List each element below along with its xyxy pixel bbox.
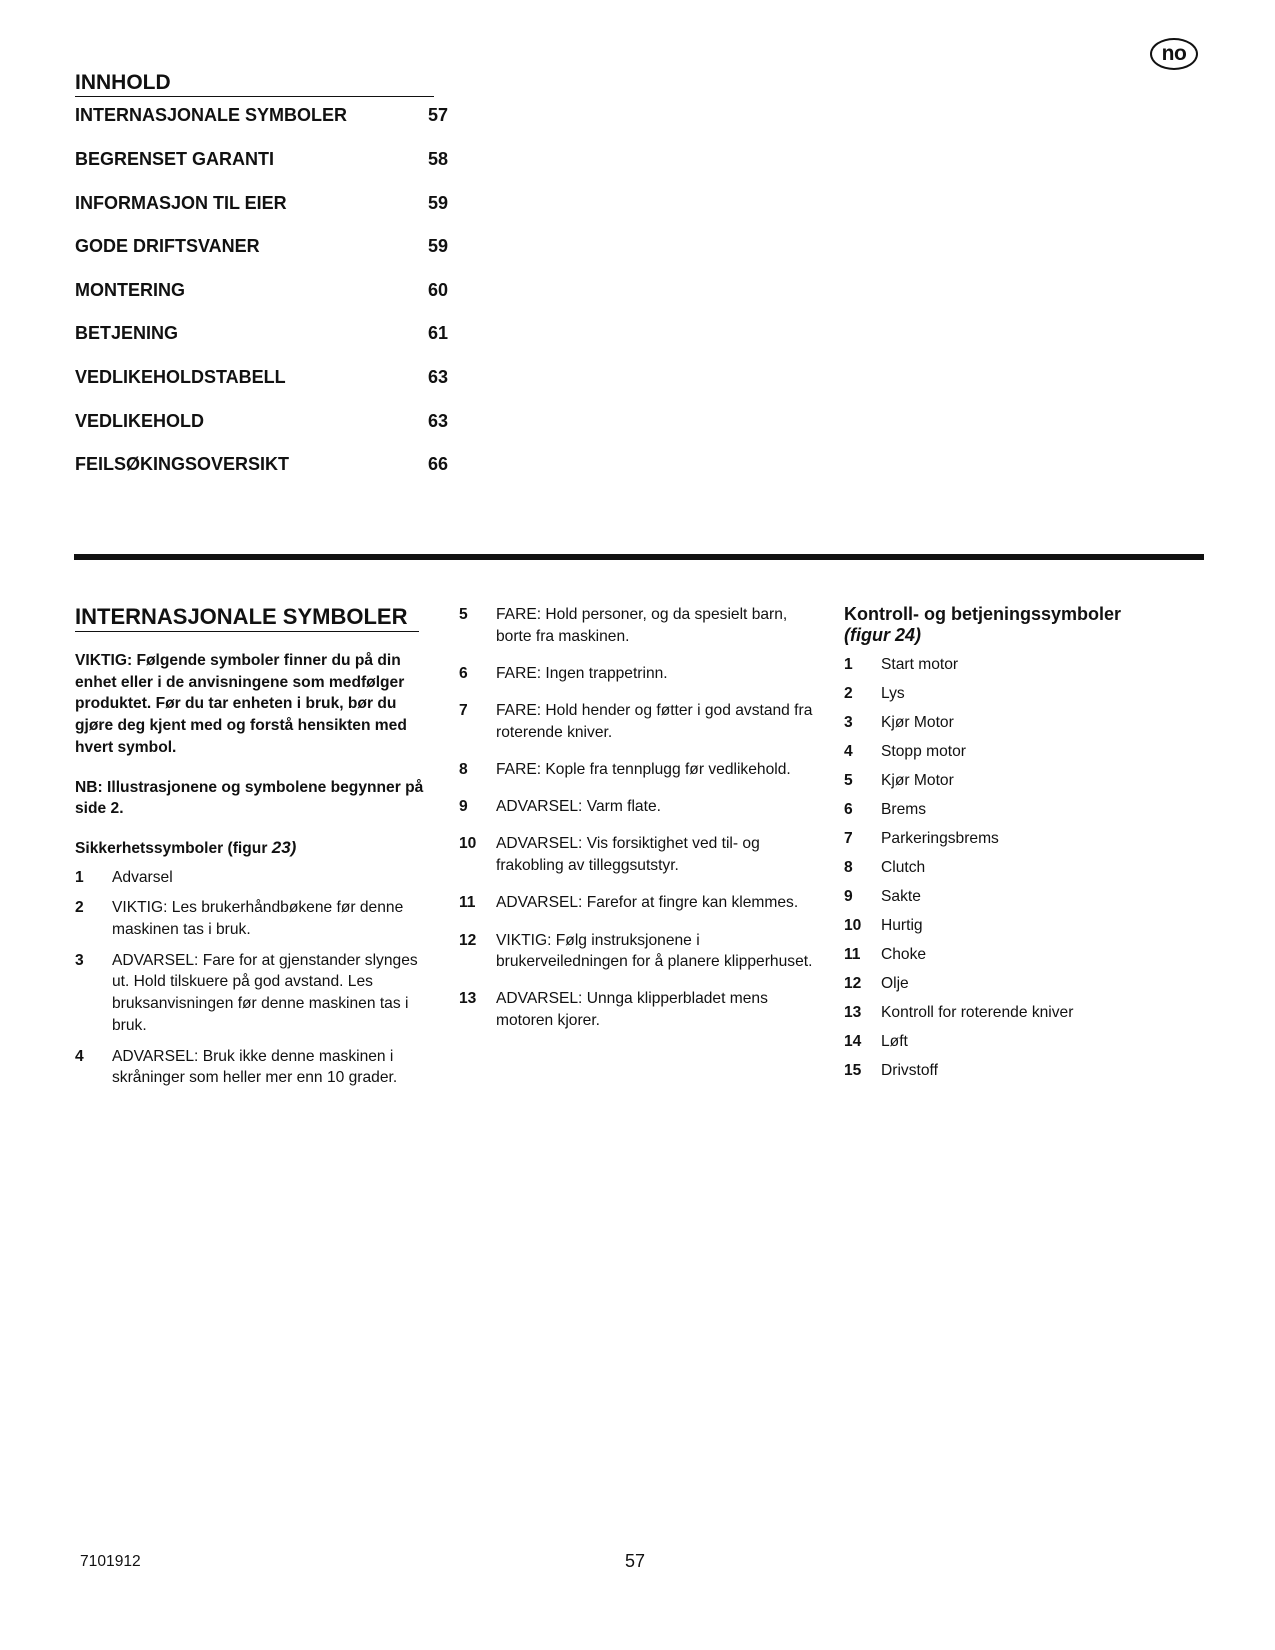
safety-heading-text: Sikkerhetssymboler (figur	[75, 839, 272, 857]
toc-row	[75, 148, 455, 170]
item-text: ADVARSEL: Unnga klipperbladet mens motoren kjorer.	[496, 990, 768, 1030]
item-number: 14	[844, 1033, 862, 1050]
control-heading-text: Kontroll- og betjeningssymboler	[844, 604, 1122, 624]
list-item	[844, 916, 1204, 945]
toc-label: BETJENING	[75, 323, 179, 343]
list-item	[459, 663, 819, 685]
toc-page: 61	[428, 323, 449, 343]
item-number: 2	[844, 685, 853, 702]
item-number: 13	[459, 990, 477, 1008]
item-text: ADVARSEL: Farefor at fingre kan klemmes.	[496, 894, 799, 912]
item-text: FARE: Ingen trappetrinn.	[496, 664, 668, 682]
item-text: FARE: Hold personer, og da spesielt barn, borte fra maskinen.	[496, 606, 788, 645]
item-text: Løft	[881, 1033, 908, 1050]
toc-row	[75, 104, 455, 126]
toc-page: 59	[428, 236, 449, 256]
table-of-contents	[75, 70, 455, 474]
item-number: 5	[459, 606, 468, 623]
list-item	[844, 684, 1204, 713]
item-number: 12	[844, 975, 862, 992]
toc-row	[75, 279, 455, 301]
list-item	[844, 1061, 1204, 1090]
control-symbols-column	[844, 604, 1204, 1090]
item-number: 13	[844, 1004, 862, 1021]
page-number: 57	[625, 1551, 646, 1571]
list-item	[459, 796, 819, 818]
item-number: 10	[844, 917, 862, 934]
item-number: 8	[459, 761, 468, 779]
item-number: 2	[75, 899, 84, 917]
list-item	[844, 742, 1204, 771]
toc-label: INTERNASJONALE SYMBOLER	[75, 105, 348, 125]
symbols-column-1	[75, 603, 435, 1089]
item-number: 3	[844, 714, 853, 731]
item-text: Choke	[881, 946, 927, 963]
list-item	[459, 892, 819, 914]
list-item	[459, 833, 819, 876]
language-badge: no	[1150, 38, 1198, 70]
item-number: 5	[844, 772, 853, 789]
list-item	[459, 604, 819, 647]
item-text: Parkeringsbrems	[881, 830, 999, 847]
toc-page: 63	[428, 367, 449, 387]
toc-title: INNHOLD	[75, 70, 434, 97]
item-text: Sakte	[881, 888, 921, 905]
list-item	[459, 700, 819, 743]
toc-label: INFORMASJON TIL EIER	[75, 193, 287, 213]
item-text: Stopp motor	[881, 743, 966, 760]
list-item	[844, 858, 1204, 887]
list-item	[844, 1032, 1204, 1061]
list-item	[844, 800, 1204, 829]
list-item	[844, 771, 1204, 800]
toc-label: VEDLIKEHOLD	[75, 411, 205, 431]
list-item	[75, 897, 435, 940]
item-text: ADVARSEL: Fare for at gjenstander slynges ut. Hold tilskuere på god avstand. Les bruksanvisningen før denne maskinen tas i bruk.	[112, 951, 418, 1034]
item-text: Kontroll for roterende kniver	[881, 1004, 1074, 1021]
list-item	[844, 655, 1204, 684]
intro-paragraph: VIKTIG: Følgende symboler finner du på din enhet eller i de anvisningene som medfølger produktet. Før du tar enheten i bruk, bør du gjøre deg kjent med og forstå hensikten med hvert symbol.	[75, 652, 407, 756]
item-text: FARE: Hold hender og føtter i god avstand fra roterende kniver.	[496, 702, 813, 741]
item-text: Drivstoff	[881, 1062, 938, 1079]
item-number: 9	[844, 888, 853, 905]
item-text: ADVARSEL: Bruk ikke denne maskinen i skråninger som heller mer enn 10 grader.	[112, 1047, 398, 1087]
toc-label: FEILSØKINGSOVERSIKT	[75, 454, 290, 474]
toc-label: GODE DRIFTSVANER	[75, 236, 260, 256]
item-number: 9	[459, 798, 468, 816]
list-item	[844, 1003, 1204, 1032]
toc-label: VEDLIKEHOLDSTABELL	[75, 367, 286, 387]
toc-row	[75, 192, 455, 214]
symbols-column-2	[459, 604, 819, 1047]
control-figure-ref: (figur 24)	[844, 625, 922, 645]
toc-page: 60	[428, 280, 449, 300]
list-item	[75, 867, 435, 889]
toc-page: 66	[428, 454, 449, 474]
toc-page: 58	[428, 149, 449, 169]
item-text: Advarsel	[112, 868, 173, 886]
item-text: Kjør Motor	[881, 772, 954, 789]
control-symbols-heading	[844, 604, 1204, 646]
item-text: Brems	[881, 801, 927, 818]
list-item	[459, 759, 819, 781]
item-text: ADVARSEL: Varm flate.	[496, 798, 661, 816]
item-text: Olje	[881, 975, 909, 992]
safety-figure-ref: 23)	[271, 837, 297, 857]
item-text: VIKTIG: Følg instruksjonene i brukerveiledningen for å planere klipperhuset.	[496, 931, 813, 971]
toc-label: MONTERING	[75, 280, 185, 300]
list-item	[459, 930, 819, 973]
item-number: 11	[844, 946, 861, 963]
item-text: Lys	[881, 685, 905, 702]
list-item	[844, 887, 1204, 916]
toc-row	[75, 235, 455, 257]
section-divider	[74, 554, 1204, 560]
item-text: Start motor	[881, 656, 959, 673]
item-number: 10	[459, 835, 477, 853]
control-list	[844, 655, 1204, 1090]
document-code: 7101912	[80, 1553, 141, 1570]
item-number: 1	[75, 868, 84, 886]
list-item	[844, 829, 1204, 858]
list-item	[459, 988, 819, 1031]
item-number: 1	[844, 656, 853, 673]
item-text: Hurtig	[881, 917, 923, 934]
toc-row	[75, 453, 455, 475]
note-paragraph: NB: Illustrasjonene og symbolene begynner på side 2.	[75, 778, 424, 818]
item-number: 4	[844, 743, 853, 760]
item-text: FARE: Kople fra tennplugg før vedlikehold.	[496, 761, 791, 779]
list-item	[844, 713, 1204, 742]
toc-row	[75, 410, 455, 432]
item-text: ADVARSEL: Vis forsiktighet ved til- og frakobling av tilleggsutstyr.	[496, 835, 760, 875]
item-number: 7	[844, 830, 853, 847]
item-number: 12	[459, 931, 477, 949]
item-text: Clutch	[881, 859, 926, 876]
safety-list	[75, 867, 435, 1089]
toc-label: BEGRENSET GARANTI	[75, 149, 275, 169]
item-number: 6	[459, 664, 468, 682]
list-item	[75, 1046, 435, 1089]
item-number: 8	[844, 859, 853, 876]
section-title: INTERNASJONALE SYMBOLER	[75, 603, 419, 632]
item-number: 7	[459, 702, 468, 720]
list-item	[844, 945, 1204, 974]
toc-page: 57	[428, 105, 449, 125]
item-number: 4	[75, 1047, 84, 1065]
item-text: Kjør Motor	[881, 714, 954, 731]
list-item	[844, 974, 1204, 1003]
item-text: VIKTIG: Les brukerhåndbøkene før denne maskinen tas i bruk.	[112, 899, 404, 939]
safety-symbols-heading	[75, 837, 435, 860]
item-number: 6	[844, 801, 853, 818]
item-number: 3	[75, 951, 84, 969]
list-item	[75, 950, 435, 1037]
item-number: 15	[844, 1062, 862, 1079]
toc-row	[75, 322, 455, 344]
toc-page: 63	[428, 411, 449, 431]
toc-page: 59	[428, 193, 449, 213]
toc-row	[75, 366, 455, 388]
item-number: 11	[459, 894, 476, 912]
